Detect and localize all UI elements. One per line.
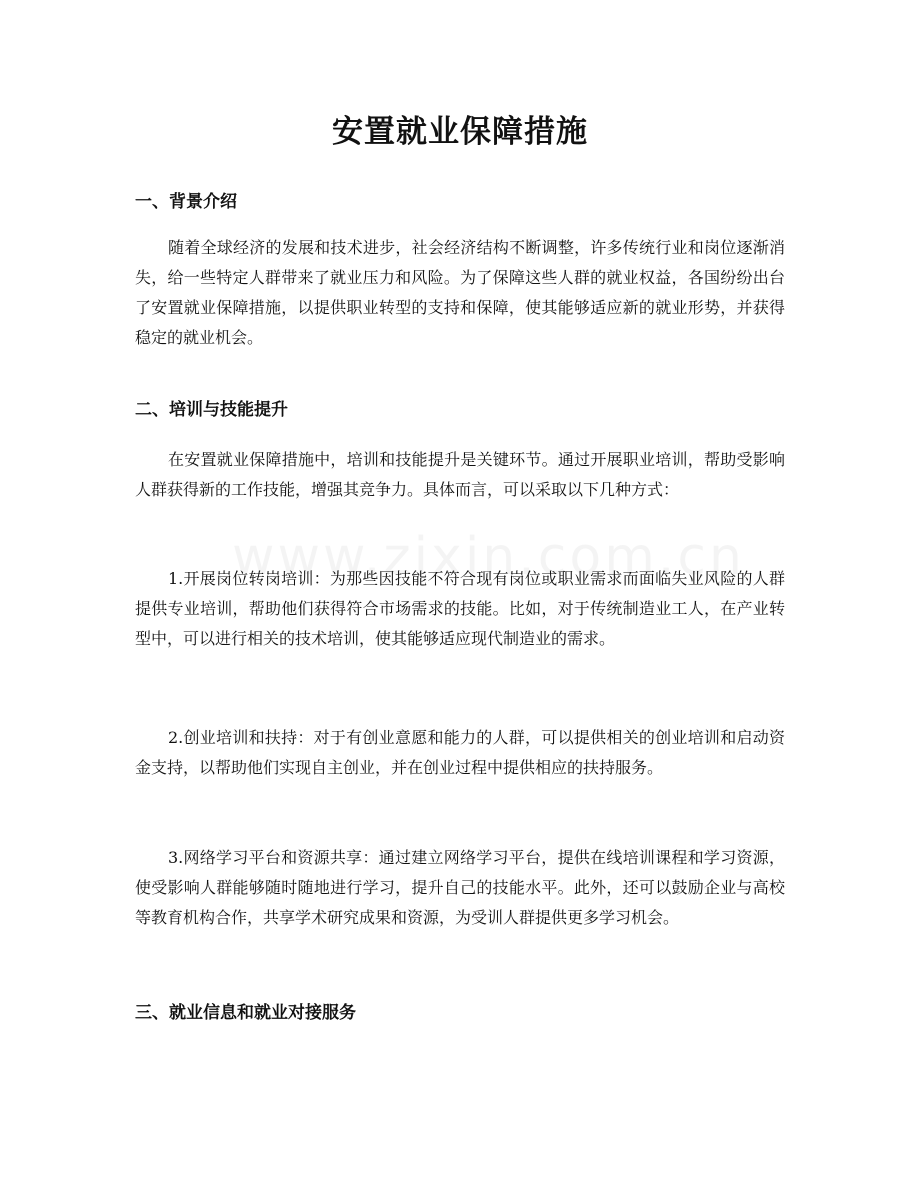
document-title: 安置就业保障措施 xyxy=(332,114,588,150)
paragraph-background: 随着全球经济的发展和技术进步，社会经济结构不断调整，许多传统行业和岗位逐渐消失，给一些特定人群带来了就业压力和风险。为了保障这些人群的就业权益，各国纷纷出台了安置就业保障措施，以提供职业转型的支持和保障，使其能够适应新的就业形势，并获得稳定的就业机会。 xyxy=(135,238,785,347)
section-heading-training: 二、培训与技能提升 xyxy=(135,400,288,420)
paragraph-training-item-3: 3.网络学习平台和资源共享：通过建立网络学习平台，提供在线培训课程和学习资源，使受影响人群能够随时随地进行学习，提升自己的技能水平。此外，还可以鼓励企业与高校等教育机构合作，共享学术研究成果和资源，为受训人群提供更多学习机会。 xyxy=(135,848,785,927)
section-heading-employment-info: 三、就业信息和就业对接服务 xyxy=(135,1003,356,1023)
paragraph-training-intro: 在安置就业保障措施中，培训和技能提升是关键环节。通过开展职业培训，帮助受影响人群获得新的工作技能，增强其竞争力。具体而言，可以采取以下几种方式： xyxy=(135,450,785,499)
section-heading-background: 一、背景介绍 xyxy=(135,192,237,212)
paragraph-training-item-2: 2.创业培训和扶持：对于有创业意愿和能力的人群，可以提供相关的创业培训和启动资金支持，以帮助他们实现自主创业，并在创业过程中提供相应的扶持服务。 xyxy=(135,728,785,777)
paragraph-training-item-1: 1.开展岗位转岗培训：为那些因技能不符合现有岗位或职业需求而面临失业风险的人群提供专业培训，帮助他们获得符合市场需求的技能。比如，对于传统制造业工人，在产业转型中，可以进行相关的技术培训，使其能够适应现代制造业的需求。 xyxy=(135,569,785,648)
